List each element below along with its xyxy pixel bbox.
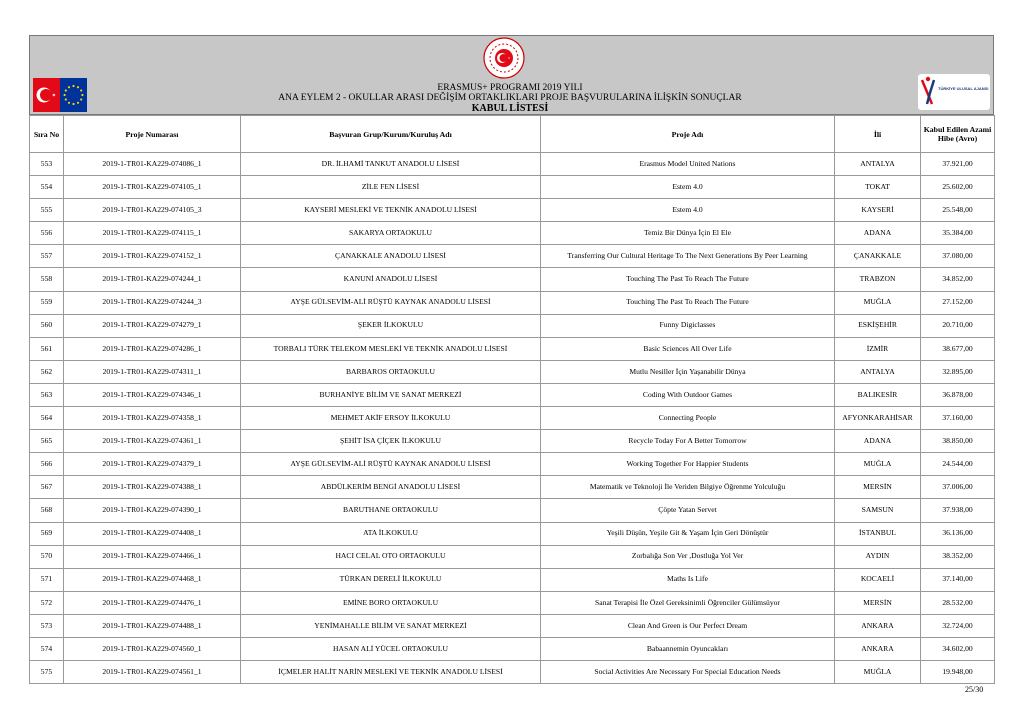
table-row <box>30 637 995 660</box>
project-number-cell: 2019-1-TR01-KA229-074390_1 <box>64 499 241 522</box>
grant-amount-cell: 32.724,00 <box>921 614 995 637</box>
applicant-name-cell: BURHANİYE BİLİM VE SANAT MERKEZİ <box>241 383 541 406</box>
project-name-cell: Zorbalığa Son Ver ,Dostluğa Yol Ver <box>541 545 835 568</box>
grant-amount-cell: 36.878,00 <box>921 383 995 406</box>
applicant-name-cell: ATA İLKOKULU <box>241 522 541 545</box>
project-number-cell: 2019-1-TR01-KA229-074105_3 <box>64 199 241 222</box>
project-number-cell: 2019-1-TR01-KA229-074115_1 <box>64 222 241 245</box>
applicant-name-cell: ÇANAKKALE ANADOLU LİSESİ <box>241 245 541 268</box>
column-header-grant: Kabul Edilen Azami Hibe (Avro) <box>921 116 995 153</box>
table-row <box>30 407 995 430</box>
project-number-cell: 2019-1-TR01-KA229-074560_1 <box>64 637 241 660</box>
column-header-project-number: Proje Numarası <box>64 116 241 153</box>
page-number: 25/30 <box>965 685 984 694</box>
row-no-cell: 553 <box>30 153 64 176</box>
table-row <box>30 222 995 245</box>
results-table <box>29 115 995 684</box>
row-no-cell: 567 <box>30 476 64 499</box>
project-name-cell: Matematik ve Teknoloji İle Veriden Bilgiye Öğrenme Yolculuğu <box>541 476 835 499</box>
project-name-cell: Coding With Outdoor Games <box>541 383 835 406</box>
row-no-cell: 561 <box>30 337 64 360</box>
grant-amount-cell: 25.548,00 <box>921 199 995 222</box>
project-number-cell: 2019-1-TR01-KA229-074466_1 <box>64 545 241 568</box>
applicant-name-cell: HACI CELAL OTO ORTAOKULU <box>241 545 541 568</box>
grant-amount-cell: 37.080,00 <box>921 245 995 268</box>
project-name-cell: Çöpte Yatan Servet <box>541 499 835 522</box>
project-number-cell: 2019-1-TR01-KA229-074361_1 <box>64 430 241 453</box>
row-no-cell: 562 <box>30 360 64 383</box>
project-number-cell: 2019-1-TR01-KA229-074379_1 <box>64 453 241 476</box>
table-row <box>30 314 995 337</box>
applicant-name-cell: MEHMET AKİF ERSOY İLKOKULU <box>241 407 541 430</box>
province-cell: MUĞLA <box>835 291 921 314</box>
province-cell: ESKİŞEHİR <box>835 314 921 337</box>
applicant-name-cell: KAYSERİ MESLEKİ VE TEKNİK ANADOLU LİSESİ <box>241 199 541 222</box>
row-no-cell: 559 <box>30 291 64 314</box>
applicant-name-cell: BARBAROS ORTAOKULU <box>241 360 541 383</box>
row-no-cell: 565 <box>30 430 64 453</box>
table-row <box>30 360 995 383</box>
row-no-cell: 560 <box>30 314 64 337</box>
project-number-cell: 2019-1-TR01-KA229-074561_1 <box>64 661 241 684</box>
row-no-cell: 556 <box>30 222 64 245</box>
grant-amount-cell: 25.602,00 <box>921 176 995 199</box>
turkey-eu-flag-logo <box>33 78 87 112</box>
table-body <box>30 153 995 684</box>
project-number-cell: 2019-1-TR01-KA229-074286_1 <box>64 337 241 360</box>
column-header-project-name: Proje Adı <box>541 116 835 153</box>
project-number-cell: 2019-1-TR01-KA229-074244_1 <box>64 268 241 291</box>
table-row <box>30 614 995 637</box>
row-no-cell: 568 <box>30 499 64 522</box>
turkish-national-agency-logo <box>918 74 990 110</box>
row-no-cell: 573 <box>30 614 64 637</box>
applicant-name-cell: ŞEHİT İSA ÇİÇEK İLKOKULU <box>241 430 541 453</box>
province-cell: ANKARA <box>835 614 921 637</box>
applicant-name-cell: ZİLE FEN LİSESİ <box>241 176 541 199</box>
project-name-cell: Sanat Terapisi İle Özel Gereksinimli Öğrenciler Gülümsüyor <box>541 591 835 614</box>
table-row <box>30 176 995 199</box>
province-cell: MUĞLA <box>835 453 921 476</box>
applicant-name-cell: TÜRKAN DERELİ İLKOKULU <box>241 568 541 591</box>
project-name-cell: Recycle Today For A Better Tomorrow <box>541 430 835 453</box>
project-name-cell: Estem 4.0 <box>541 176 835 199</box>
project-name-cell: Touching The Past To Reach The Future <box>541 291 835 314</box>
project-name-cell: Basic Sciences All Over Life <box>541 337 835 360</box>
table-row <box>30 568 995 591</box>
grant-amount-cell: 38.850,00 <box>921 430 995 453</box>
row-no-cell: 569 <box>30 522 64 545</box>
applicant-name-cell: HASAN ALİ YÜCEL ORTAOKULU <box>241 637 541 660</box>
row-no-cell: 557 <box>30 245 64 268</box>
table-row <box>30 476 995 499</box>
grant-amount-cell: 36.136,00 <box>921 522 995 545</box>
province-cell: AYDIN <box>835 545 921 568</box>
grant-amount-cell: 28.532,00 <box>921 591 995 614</box>
row-no-cell: 563 <box>30 383 64 406</box>
province-cell: TRABZON <box>835 268 921 291</box>
project-name-cell: Yeşili Düşün, Yeşile Git & Yaşam İçin Geri Dönüştür <box>541 522 835 545</box>
table-row <box>30 499 995 522</box>
province-cell: ANTALYA <box>835 153 921 176</box>
grant-amount-cell: 37.160,00 <box>921 407 995 430</box>
row-no-cell: 555 <box>30 199 64 222</box>
project-number-cell: 2019-1-TR01-KA229-074358_1 <box>64 407 241 430</box>
row-no-cell: 574 <box>30 637 64 660</box>
applicant-name-cell: İÇMELER HALİT NARİN MESLEKİ VE TEKNİK ANADOLU LİSESİ <box>241 661 541 684</box>
table-row <box>30 291 995 314</box>
project-number-cell: 2019-1-TR01-KA229-074476_1 <box>64 591 241 614</box>
project-name-cell: Connecting People <box>541 407 835 430</box>
table-row <box>30 430 995 453</box>
province-cell: SAMSUN <box>835 499 921 522</box>
grant-amount-cell: 37.921,00 <box>921 153 995 176</box>
grant-amount-cell: 38.677,00 <box>921 337 995 360</box>
row-no-cell: 566 <box>30 453 64 476</box>
project-name-cell: Estem 4.0 <box>541 199 835 222</box>
table-row <box>30 199 995 222</box>
project-name-cell: Clean And Green is Our Perfect Dream <box>541 614 835 637</box>
table-row <box>30 337 995 360</box>
project-name-cell: Social Activities Are Necessary For Special Education Needs <box>541 661 835 684</box>
project-name-cell: Funny Digiclasses <box>541 314 835 337</box>
applicant-name-cell: EMİNE BORO ORTAOKULU <box>241 591 541 614</box>
table-row <box>30 153 995 176</box>
applicant-name-cell: YENİMAHALLE BİLİM VE SANAT MERKEZİ <box>241 614 541 637</box>
province-cell: ANTALYA <box>835 360 921 383</box>
applicant-name-cell: DR. İLHAMİ TANKUT ANADOLU LİSESİ <box>241 153 541 176</box>
province-cell: İZMİR <box>835 337 921 360</box>
project-number-cell: 2019-1-TR01-KA229-074388_1 <box>64 476 241 499</box>
project-name-cell: Mutlu Nesiller İçin Yaşanabilir Dünya <box>541 360 835 383</box>
table-row <box>30 522 995 545</box>
column-header-applicant: Başvuran Grup/Kurum/Kuruluş Adı <box>241 116 541 153</box>
report-title-block <box>180 83 840 114</box>
column-header-no: Sıra No <box>30 116 64 153</box>
row-no-cell: 575 <box>30 661 64 684</box>
project-number-cell: 2019-1-TR01-KA229-074346_1 <box>64 383 241 406</box>
row-no-cell: 570 <box>30 545 64 568</box>
project-name-cell: Transferring Our Cultural Heritage To The Next Generations By Peer Learning <box>541 245 835 268</box>
project-name-cell: Erasmus Model United Nations <box>541 153 835 176</box>
applicant-name-cell: KANUNİ ANADOLU LİSESİ <box>241 268 541 291</box>
province-cell: MERSİN <box>835 476 921 499</box>
province-cell: ADANA <box>835 222 921 245</box>
grant-amount-cell: 37.006,00 <box>921 476 995 499</box>
project-number-cell: 2019-1-TR01-KA229-074244_3 <box>64 291 241 314</box>
province-cell: ANKARA <box>835 637 921 660</box>
project-number-cell: 2019-1-TR01-KA229-074105_1 <box>64 176 241 199</box>
row-no-cell: 571 <box>30 568 64 591</box>
column-header-province: İli <box>835 116 921 153</box>
project-name-cell: Working Together For Happier Students <box>541 453 835 476</box>
project-number-cell: 2019-1-TR01-KA229-074488_1 <box>64 614 241 637</box>
grant-amount-cell: 37.140,00 <box>921 568 995 591</box>
table-header-row <box>30 116 995 153</box>
grant-amount-cell: 37.938,00 <box>921 499 995 522</box>
table-row <box>30 591 995 614</box>
svg-text:TÜRKİYE ULUSAL AJANSI: TÜRKİYE ULUSAL AJANSI <box>938 86 989 91</box>
grant-amount-cell: 34.602,00 <box>921 637 995 660</box>
row-no-cell: 564 <box>30 407 64 430</box>
project-name-cell: Touching The Past To Reach The Future <box>541 268 835 291</box>
row-no-cell: 554 <box>30 176 64 199</box>
project-number-cell: 2019-1-TR01-KA229-074408_1 <box>64 522 241 545</box>
province-cell: MUĞLA <box>835 661 921 684</box>
table-row <box>30 268 995 291</box>
province-cell: ÇANAKKALE <box>835 245 921 268</box>
grant-amount-cell: 19.948,00 <box>921 661 995 684</box>
applicant-name-cell: AYŞE GÜLSEVİM-ALİ RÜŞTÜ KAYNAK ANADOLU LİSESİ <box>241 453 541 476</box>
table-row <box>30 661 995 684</box>
province-cell: MERSİN <box>835 591 921 614</box>
applicant-name-cell: BARUTHANE ORTAOKULU <box>241 499 541 522</box>
row-no-cell: 558 <box>30 268 64 291</box>
project-name-cell: Babaannemin Oyuncakları <box>541 637 835 660</box>
applicant-name-cell: ABDÜLKERİM BENGİ ANADOLU LİSESİ <box>241 476 541 499</box>
grant-amount-cell: 32.895,00 <box>921 360 995 383</box>
program-title: ERASMUS+ PROGRAMI 2019 YILI <box>437 83 583 93</box>
province-cell: TOKAT <box>835 176 921 199</box>
province-cell: BALIKESİR <box>835 383 921 406</box>
project-number-cell: 2019-1-TR01-KA229-074152_1 <box>64 245 241 268</box>
grant-amount-cell: 24.544,00 <box>921 453 995 476</box>
applicant-name-cell: ŞEKER İLKOKULU <box>241 314 541 337</box>
table-row <box>30 453 995 476</box>
project-name-cell: Maths Is Life <box>541 568 835 591</box>
project-number-cell: 2019-1-TR01-KA229-074468_1 <box>64 568 241 591</box>
table-row <box>30 245 995 268</box>
table-row <box>30 383 995 406</box>
project-number-cell: 2019-1-TR01-KA229-074086_1 <box>64 153 241 176</box>
grant-amount-cell: 35.384,00 <box>921 222 995 245</box>
applicant-name-cell: SAKARYA ORTAOKULU <box>241 222 541 245</box>
grant-amount-cell: 34.852,00 <box>921 268 995 291</box>
province-cell: KAYSERİ <box>835 199 921 222</box>
project-number-cell: 2019-1-TR01-KA229-074279_1 <box>64 314 241 337</box>
project-number-cell: 2019-1-TR01-KA229-074311_1 <box>64 360 241 383</box>
province-cell: KOCAELİ <box>835 568 921 591</box>
list-title: KABUL LİSTESİ <box>471 103 549 114</box>
province-cell: ADANA <box>835 430 921 453</box>
row-no-cell: 572 <box>30 591 64 614</box>
report-subtitle: ANA EYLEM 2 - OKULLAR ARASI DEĞİŞİM ORTAKLIKLARI PROJE BAŞVURULARINA İLİŞKİN SONUÇLAR <box>278 93 742 103</box>
grant-amount-cell: 20.710,00 <box>921 314 995 337</box>
province-cell: İSTANBUL <box>835 522 921 545</box>
table-row <box>30 545 995 568</box>
grant-amount-cell: 27.152,00 <box>921 291 995 314</box>
applicant-name-cell: TORBALI TÜRK TELEKOM MESLEKİ VE TEKNİK ANADOLU LİSESİ <box>241 337 541 360</box>
applicant-name-cell: AYŞE GÜLSEVİM-ALİ RÜŞTÜ KAYNAK ANADOLU LİSESİ <box>241 291 541 314</box>
province-cell: AFYONKARAHİSAR <box>835 407 921 430</box>
ministry-emblem <box>483 37 525 79</box>
project-name-cell: Temiz Bir Dünya İçin El Ele <box>541 222 835 245</box>
grant-amount-cell: 38.352,00 <box>921 545 995 568</box>
